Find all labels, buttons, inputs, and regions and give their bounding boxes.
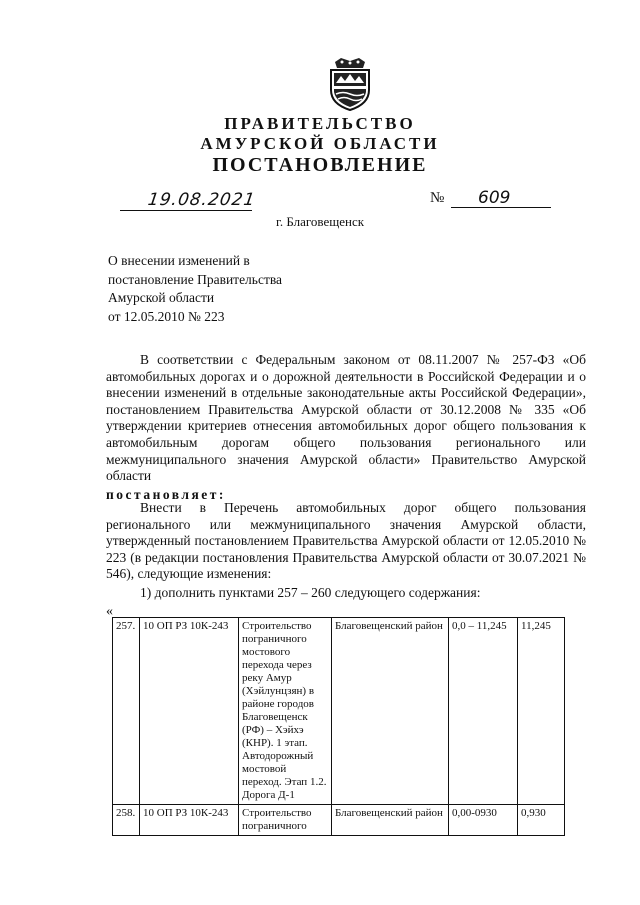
date-underline [120,210,252,211]
amendment-paragraph: Внести в Перечень автомобильных дорог общего пользования регионального или межмуниципального значения Амурской области, утвержденный постановлением Правительства Амурской области от 12.05.2010 № 223 (в редакции постановления Правительства Амурской области от 30.07.2021 № 546), следующие изменения: [106,500,586,582]
number-underline [451,207,551,208]
preamble-paragraph: В соответствии с Федеральным законом от 08.11.2007 № 257-ФЗ «Об автомобильных дорогах и о дорожной деятельности в Российской Федерации и о внесении изменений в отдельные законодательные акты Российской Федерации», постановлением Правительства Амурской области от 30.12.2008 № 335 «Об утверждении критериев отнесения автомобильных дорог общего пользования к автомобильным дорогам общего пользования регионального или межмуниципального значения Амурской области» Правительство Амурской области [106,352,586,484]
document-type-title: ПОСТАНОВЛЕНИЕ [212,154,428,176]
road-name-cell: Строительство пограничного [239,805,332,836]
roads-table [112,617,565,836]
table-row [113,618,565,805]
road-id-cell: 10 ОП РЗ 10К-243 [140,805,239,836]
length-cell: 11,245 [518,618,565,805]
road-name-cell: Строительство пограничного мостового перехода через реку Амур (Хэйлунцзян) в районе городов Благовещенск (РФ) – Хэйхэ (КНР). 1 этап. Автодорожный мостовой переход. Этап 1.2. Дорога Д-1 [239,618,332,805]
subject-line: О внесении изменений в [108,253,250,268]
amendment-item-1: 1) дополнить пунктами 257 – 260 следующего содержания: [140,585,481,600]
number-sign: № [430,190,445,206]
government-name-line1: ПРАВИТЕЛЬСТВО [224,114,416,133]
district-cell: Благовещенский район [332,805,449,836]
district-cell: Благовещенский район [332,618,449,805]
city-name: г. Благовещенск [275,214,365,229]
subject-line: от 12.05.2010 № 223 [108,308,225,324]
row-number-cell: 258. [113,805,140,836]
government-name-line2: АМУРСКОЙ ОБЛАСТИ [200,134,440,153]
road-id-cell: 10 ОП РЗ 10К-243 [140,618,239,805]
decree-word: постановляет: [106,487,226,502]
document-number: 609 [478,188,511,208]
document-date: 19.08.2021 [146,190,257,210]
length-cell: 0,930 [518,805,565,836]
subject-line: постановление Правительства [108,271,283,287]
subject-line: Амурской области [108,290,215,305]
km-range-cell: 0,00-0930 [449,805,518,836]
table-row [113,805,565,836]
row-number-cell: 257. [113,618,140,805]
coat-of-arms-emblem [327,56,373,112]
document-subject [108,252,282,326]
opening-quote-mark: « [106,604,113,619]
km-range-cell: 0,0 – 11,245 [449,618,518,805]
